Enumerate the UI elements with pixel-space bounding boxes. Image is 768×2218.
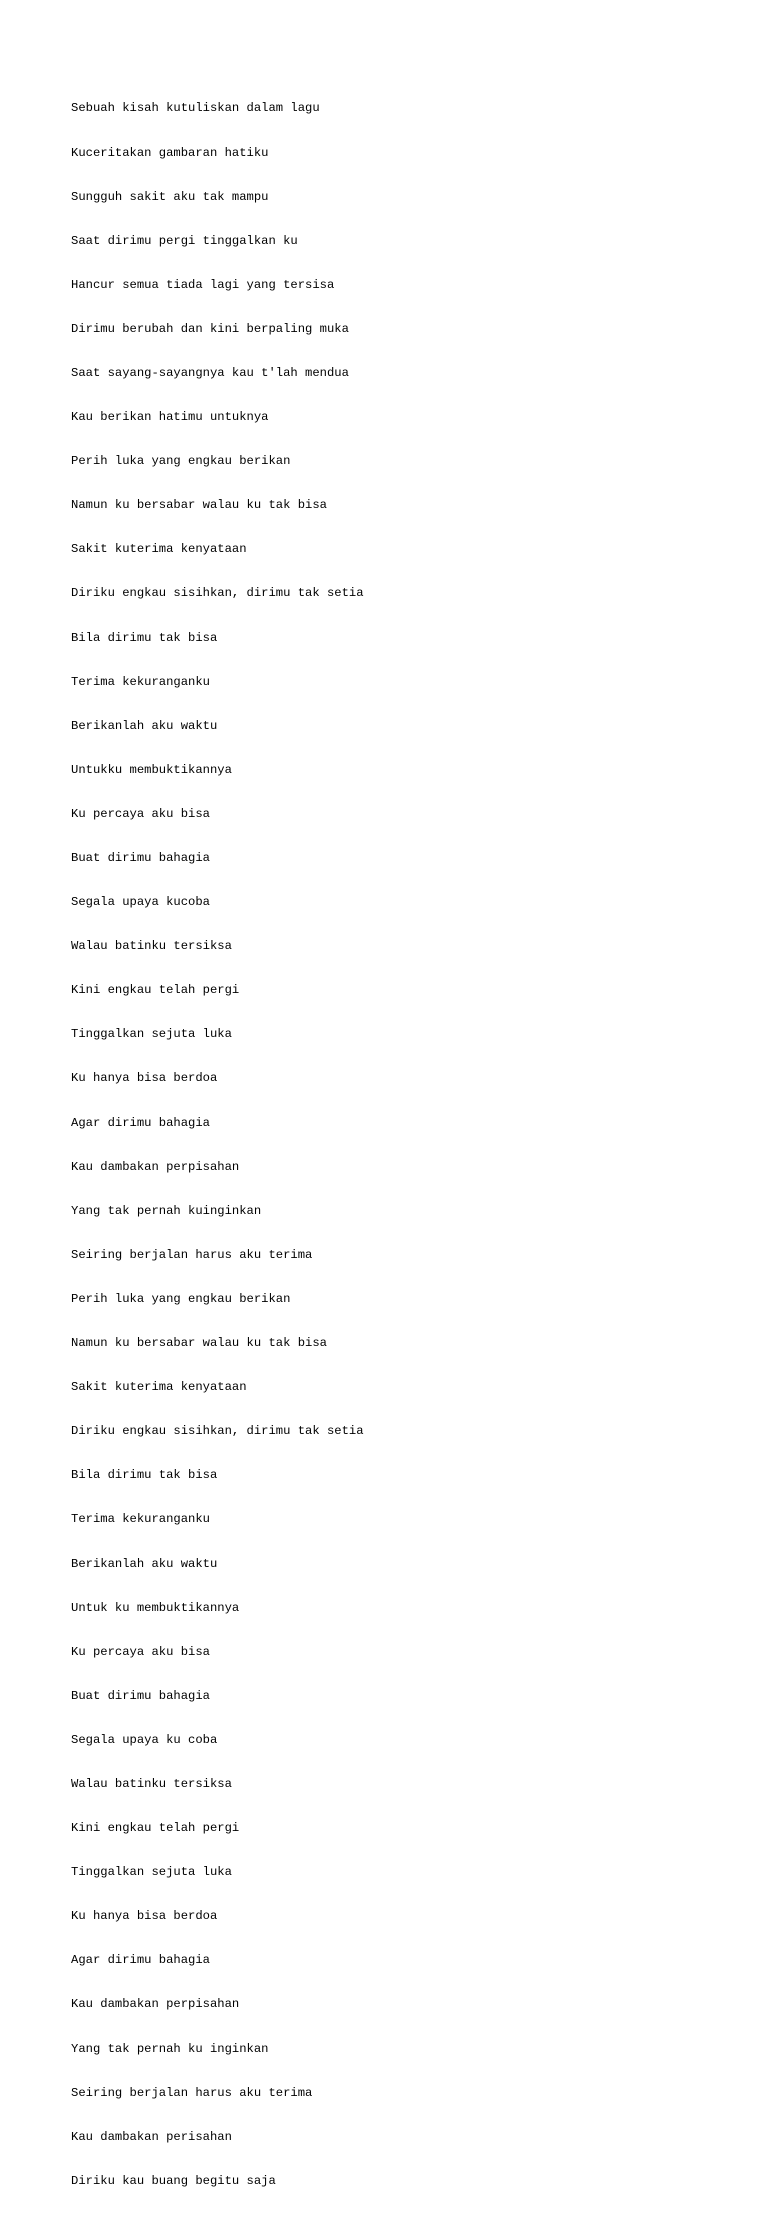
lyric-line: Seiring berjalan harus aku terima [71, 2085, 313, 2100]
lyric-line: Sungguh sakit aku tak mampu [71, 189, 269, 204]
lyric-line: Perih luka yang engkau berikan [71, 1291, 291, 1306]
lyric-line: Untuk ku membuktikannya [71, 1600, 240, 1615]
lyric-line: Berikanlah aku waktu [71, 1556, 218, 1571]
lyric-line: Diriku engkau sisihkan, dirimu tak setia [71, 586, 364, 601]
lyric-line: Segala upaya ku coba [71, 1732, 218, 1747]
lyric-line: Walau batinku tersiksa [71, 1776, 232, 1791]
lyric-line: Tinggalkan sejuta luka [71, 1865, 232, 1880]
lyrics-text-block [71, 72, 364, 2218]
lyric-line: Ku hanya bisa berdoa [71, 1909, 218, 1924]
lyric-line: Perih luka yang engkau berikan [71, 454, 291, 469]
lyric-line: Dirimu berubah dan kini berpaling muka [71, 321, 349, 336]
lyric-line: Ku percaya aku bisa [71, 806, 210, 821]
lyric-line: Saat dirimu pergi tinggalkan ku [71, 233, 298, 248]
lyric-line: Untukku membuktikannya [71, 762, 232, 777]
lyric-line: Sakit kuterima kenyataan [71, 542, 247, 557]
lyric-line: Saat sayang-sayangnya kau t'lah mendua [71, 365, 349, 380]
lyric-line: Bila dirimu tak bisa [71, 1468, 218, 1483]
lyric-line: Walau batinku tersiksa [71, 939, 232, 954]
lyric-line: Diriku kau buang begitu saja [71, 2173, 276, 2188]
lyric-line: Bila dirimu tak bisa [71, 630, 218, 645]
lyric-line: Kini engkau telah pergi [71, 983, 240, 998]
lyric-line: Kini engkau telah pergi [71, 1821, 240, 1836]
lyric-line: Buat dirimu bahagia [71, 851, 210, 865]
lyric-line: Buat dirimu bahagia [71, 1688, 210, 1703]
lyric-line: Tinggalkan sejuta luka [71, 1027, 232, 1042]
lyric-line: Terima kekuranganku [71, 674, 210, 689]
lyric-line: Kau berikan hatimu untuknya [71, 410, 269, 425]
lyric-line: Namun ku bersabar walau ku tak bisa [71, 1336, 327, 1351]
lyric-line: Hancur semua tiada lagi yang tersisa [71, 277, 335, 292]
lyric-line: Yang tak pernah kuinginkan [71, 1203, 262, 1218]
lyric-line: Kau dambakan perisahan [71, 2129, 232, 2144]
lyric-line: Ku percaya aku bisa [71, 1644, 210, 1659]
lyric-line: Berikanlah aku waktu [71, 718, 218, 733]
lyric-line: Seiring berjalan harus aku terima [71, 1247, 313, 1262]
lyric-line: Sebuah kisah kutuliskan dalam lagu [71, 101, 320, 116]
lyric-line: Agar dirimu bahagia [71, 1115, 210, 1130]
lyric-line: Kau dambakan perpisahan [71, 1997, 240, 2012]
lyric-line: Diriku engkau sisihkan, dirimu tak setia [71, 1424, 364, 1439]
lyric-line: Kau dambakan perpisahan [71, 1159, 240, 1174]
lyric-line: Segala upaya kucoba [71, 895, 210, 910]
lyric-line: Kuceritakan gambaran hatiku [71, 145, 269, 160]
lyric-line: Sakit kuterima kenyataan [71, 1380, 247, 1395]
lyric-line: Agar dirimu bahagia [71, 1953, 210, 1968]
lyric-line: Yang tak pernah ku inginkan [71, 2041, 269, 2056]
lyric-line: Terima kekuranganku [71, 1512, 210, 1527]
lyric-line: Ku hanya bisa berdoa [71, 1071, 218, 1086]
lyric-line: Namun ku bersabar walau ku tak bisa [71, 498, 327, 513]
